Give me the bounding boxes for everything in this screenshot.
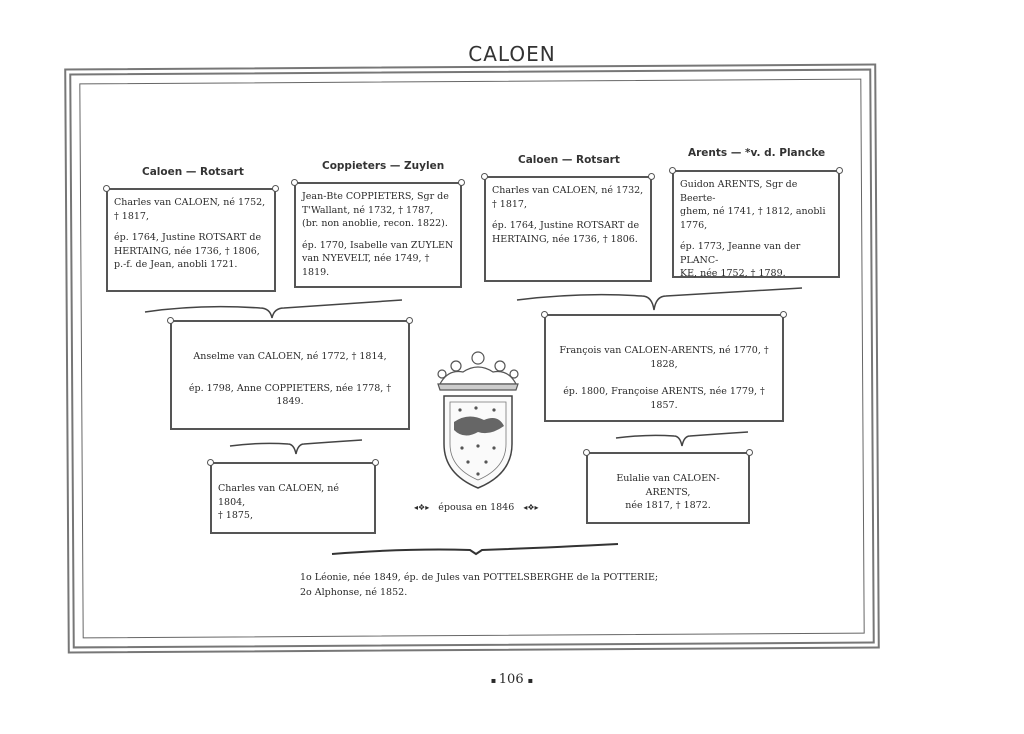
married-connector — [414, 502, 539, 513]
shield-icon — [444, 396, 512, 488]
gen3-box-eulalie — [586, 452, 750, 524]
gen2-2-person: François van CALOEN-ARENTS, né 1770, † 1828, — [559, 345, 769, 370]
gen1-3-spouse: ép. 1764, Justine ROTSART de HERTAING, née 1736, † 1806. — [492, 220, 640, 245]
gen2-1-spouse: ép. 1798, Anne COPPIETERS, née 1778, † 1849. — [188, 382, 392, 407]
brace-right-gen2 — [612, 428, 752, 452]
gen2-2-spouse: ép. 1800, Françoise ARENTS, née 1779, † 1857. — [563, 386, 765, 411]
gen1-4-spouse: ép. 1773, Jeanne van der PLANC- KE, née 1752, † 1789. — [680, 241, 801, 279]
children-list: 1o Léonie, née 1849, ép. de Jules van POTTELSBERGHE de la POTTERIE; 2o Alphonse, né 1852. — [300, 572, 659, 598]
gen1-box-caloen-2 — [484, 176, 652, 282]
ornament-dash-left: ▪︎ — [490, 676, 499, 685]
header-caloen-rotsart-2: Caloen — Rotsart — [518, 154, 620, 166]
gen1-3-person: Charles van CALOEN, né 1732, † 1817, — [492, 185, 644, 210]
header-caloen-rotsart-1: Caloen — Rotsart — [142, 166, 244, 178]
header-arents-plancke: Arents — *v. d. Plancke — [688, 147, 826, 159]
gen3-box-charles — [210, 462, 376, 534]
page-number-block — [0, 672, 1024, 687]
gen2-1-person: Anselme van CALOEN, né 1772, † 1814, — [193, 351, 387, 362]
gen3-2-person: Eulalie van CALOEN-ARENTS, née 1817, † 1872. — [616, 473, 720, 511]
crown-icon — [438, 352, 518, 390]
ornament-left-icon: ◂❖▸ — [414, 503, 430, 512]
header-coppieters-zuylen: Coppieters — Zuylen — [322, 160, 445, 172]
gen1-4-person: Guidon ARENTS, Sgr de Beerte- ghem, né 1741, † 1812, anobli 1776, — [680, 179, 826, 231]
gen1-1-person: Charles van CALOEN, né 1752, † 1817, — [114, 197, 266, 222]
brace-children — [330, 540, 620, 560]
gen1-box-caloen-1 — [106, 188, 276, 292]
brace-right-gen1 — [512, 284, 812, 318]
gen1-box-coppieters — [294, 182, 462, 288]
gen3-1-person: Charles van CALOEN, né 1804, † 1875, — [218, 483, 339, 521]
brace-left-gen2 — [226, 436, 366, 460]
ornament-right-icon: ◂❖▸ — [523, 503, 539, 512]
page-number: 106 — [498, 672, 524, 687]
married-text: épousa en 1846 — [438, 502, 515, 513]
page-title: CALOEN — [468, 42, 556, 66]
gen1-box-arents — [672, 170, 840, 278]
ornament-dash-right: ▪︎ — [527, 676, 534, 685]
coat-of-arms — [428, 344, 528, 490]
gen1-2-spouse: ép. 1770, Isabelle van ZUYLEN van NYEVELT, née 1749, † 1819. — [302, 239, 454, 278]
gen1-2-person: Jean-Bte COPPIETERS, Sgr de T'Wallant, né 1732, † 1787, (br. non anoblie, recon. 1822). — [302, 191, 449, 229]
gen2-box-francois — [544, 314, 784, 422]
gen1-1-spouse: ép. 1764, Justine ROTSART de HERTAING, née 1736, † 1806, p.-f. de Jean, anobli 1721. — [114, 232, 262, 270]
gen2-box-anselme — [170, 320, 410, 430]
